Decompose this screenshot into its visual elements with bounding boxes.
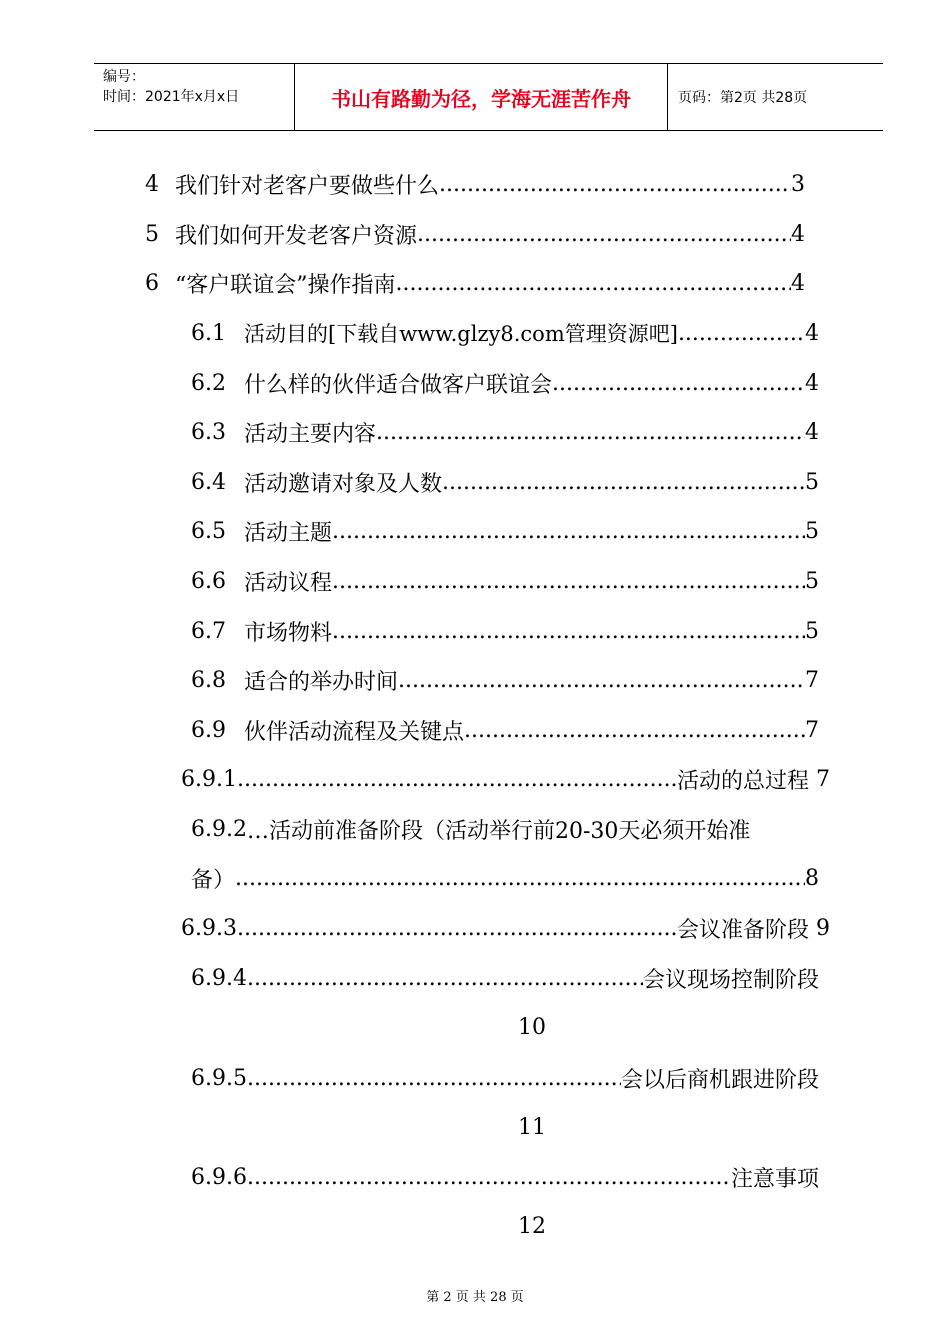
- toc-number: 6.9.4: [191, 965, 247, 991]
- toc-title: 注意事项: [730, 1166, 819, 1192]
- header-left-cell: [94, 64, 295, 130]
- toc-page: 5: [805, 518, 819, 544]
- toc-entry[interactable]: [191, 706, 819, 754]
- toc-entry[interactable]: [191, 607, 819, 655]
- toc-number: 6.9.6: [191, 1164, 247, 1190]
- toc-leader: [247, 966, 643, 991]
- toc-title: 活动议程: [244, 570, 333, 596]
- toc-entry[interactable]: [191, 656, 819, 704]
- toc-leader: [398, 668, 805, 693]
- toc-page: 12: [518, 1214, 546, 1239]
- toc-number: 6.2: [191, 370, 226, 396]
- toc-page: 4: [791, 270, 805, 296]
- toc-number: 6.6: [191, 568, 226, 594]
- toc-leader: [552, 371, 805, 396]
- toc-leader: [247, 1066, 621, 1091]
- toc-page: 7: [805, 717, 819, 743]
- motto: 书山有路勤为径，学海无涯苦作舟: [295, 64, 668, 130]
- toc-page: 4: [805, 419, 819, 445]
- toc-page: 8: [805, 865, 819, 891]
- toc-number: 6.9.3: [181, 915, 237, 941]
- toc-page: 5: [805, 568, 819, 594]
- page-label: 页码：第2页 共28页: [678, 90, 808, 106]
- toc-number: 6.7: [191, 618, 226, 644]
- toc-number: 6.9: [191, 717, 226, 743]
- toc-entry[interactable]: [191, 954, 819, 1002]
- toc-leader: [235, 866, 805, 891]
- toc-leader: [332, 619, 805, 644]
- header-table: [94, 63, 883, 131]
- toc-title: 适合的举办时间: [244, 669, 399, 695]
- toc-title: 我们针对老客户要做些什么: [175, 173, 440, 199]
- toc-page: 7: [816, 766, 830, 792]
- toc-entry[interactable]: [191, 359, 819, 407]
- toc-leader: [237, 916, 677, 941]
- toc-entry[interactable]: [191, 309, 819, 357]
- toc-page: 3: [791, 171, 805, 197]
- toc-leader: [332, 569, 805, 594]
- toc-title: 会议现场控制阶段: [642, 967, 819, 993]
- toc-title: 活动目的[下载自www.glzy8.com管理资源吧]: [244, 322, 678, 346]
- toc-entry[interactable]: [145, 160, 805, 208]
- toc-leader: [247, 1165, 731, 1190]
- toc-page: 10: [518, 1015, 546, 1040]
- toc-number: 6.4: [191, 469, 226, 495]
- toc-title: 会议准备阶段: [676, 917, 809, 943]
- toc-title: 伙伴活动流程及关键点: [244, 719, 465, 745]
- toc-leader: [439, 172, 791, 197]
- toc-leader: [417, 222, 791, 247]
- toc-page: 11: [518, 1115, 546, 1140]
- toc-page: 5: [805, 618, 819, 644]
- toc-leader: [396, 271, 792, 296]
- toc-entry-continued[interactable]: [191, 854, 819, 902]
- toc-title: 我们如何开发老客户资源: [175, 223, 418, 249]
- toc-entry[interactable]: [191, 1153, 819, 1201]
- toc-entry[interactable]: [145, 259, 805, 307]
- toc-entry[interactable]: [191, 805, 831, 853]
- toc-number: 6.5: [191, 518, 226, 544]
- toc-entry[interactable]: [191, 557, 819, 605]
- toc-page: 4: [805, 320, 819, 346]
- toc-title: 市场物料: [244, 620, 333, 646]
- toc-page: 7: [805, 667, 819, 693]
- toc-page: 5: [805, 469, 819, 495]
- toc-number: 6.9.1: [181, 766, 237, 792]
- toc-page: 4: [805, 370, 819, 396]
- toc-leader: [237, 767, 677, 792]
- toc-number: 6.3: [191, 419, 226, 445]
- toc-leader: [464, 718, 805, 743]
- toc-title: 什么样的伙伴适合做客户联谊会: [244, 372, 553, 398]
- toc-number: 6.9.5: [191, 1065, 247, 1091]
- toc-title: 会以后商机跟进阶段: [620, 1067, 819, 1093]
- toc-entry[interactable]: [191, 458, 819, 506]
- toc-title: 活动主要内容: [244, 421, 377, 447]
- time-label: 时间：2021年x月x日: [103, 89, 240, 105]
- toc-leader: [442, 470, 805, 495]
- toc-number: 5: [145, 221, 159, 247]
- toc-entry[interactable]: [145, 210, 805, 258]
- toc-title: 活动的总过程: [676, 768, 809, 794]
- toc-title: 活动主题: [244, 520, 333, 546]
- toc-entry[interactable]: [191, 408, 819, 456]
- toc-number: 6.1: [191, 320, 226, 346]
- toc-leader: [332, 519, 805, 544]
- toc-entry[interactable]: [191, 1054, 819, 1102]
- toc-entry[interactable]: [181, 755, 830, 803]
- toc-title: …活动前准备阶段（活动举行前20-30天必须开始准: [246, 818, 751, 844]
- toc-entry[interactable]: [191, 507, 819, 555]
- toc-entry[interactable]: [181, 904, 830, 952]
- number-label: 编号：: [103, 69, 145, 85]
- page-footer: 第 2 页 共 28 页: [426, 1290, 524, 1305]
- toc-title-continued: 备）: [191, 867, 236, 893]
- toc-leader: [678, 321, 805, 346]
- toc-page: 9: [816, 915, 830, 941]
- toc-number: 4: [145, 171, 159, 197]
- toc-number: 6.8: [191, 667, 226, 693]
- toc-title: 活动邀请对象及人数: [244, 471, 443, 497]
- toc-leader: [376, 420, 805, 445]
- toc-page: 4: [791, 221, 805, 247]
- toc-title: “客户联谊会”操作指南: [175, 272, 396, 298]
- toc-number: 6: [145, 270, 159, 296]
- toc-number: 6.9.2: [191, 816, 247, 842]
